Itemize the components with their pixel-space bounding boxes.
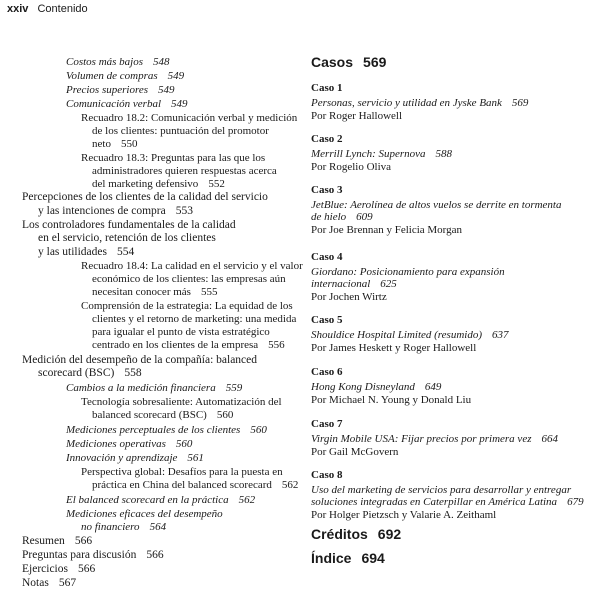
toc-entry-text: Comunicación verbal — [66, 98, 162, 110]
toc-entry — [81, 300, 293, 313]
case-label-text: Caso 6 — [311, 366, 343, 378]
toc-entry — [92, 326, 270, 339]
case-title — [311, 496, 584, 509]
toc-entry-text: clientes y el retorno de marketing: una medida — [92, 313, 297, 325]
toc-entry-text: Cambios a la medición financiera — [66, 382, 216, 394]
case-label-text: Caso 7 — [311, 418, 343, 430]
case-title-page: 664 — [541, 433, 558, 445]
creditos-heading — [311, 528, 401, 541]
case-authors — [311, 509, 496, 522]
toc-entry — [81, 152, 265, 165]
toc-entry-text: El balanced scorecard en la práctica — [66, 494, 229, 506]
toc-entry-page: 554 — [117, 246, 135, 258]
case-authors — [311, 342, 476, 355]
toc-entry — [38, 367, 142, 380]
toc-entry — [81, 466, 283, 479]
toc-entry-text: Comprensión de la estrategia: La equidad de los — [81, 300, 293, 312]
toc-entry — [38, 232, 216, 245]
creditos-heading-page: 692 — [377, 526, 402, 542]
toc-entry-page: 549 — [167, 70, 185, 82]
case-label-text: Caso 8 — [311, 469, 343, 481]
toc-entry-page: 556 — [268, 339, 285, 351]
toc-entry — [66, 494, 255, 507]
toc-entry — [92, 178, 225, 191]
running-header — [7, 3, 88, 15]
case-title-page: 569 — [511, 97, 529, 109]
case-label — [311, 184, 342, 197]
toc-entry-page: 564 — [149, 521, 167, 533]
toc-entry-text: y las utilidades — [38, 246, 107, 258]
case-title-page: 649 — [424, 381, 442, 393]
toc-entry-text: Innovación y aprendizaje — [66, 452, 178, 464]
case-title-text: Giordano: Posicionamiento para expansión — [311, 266, 505, 278]
toc-entry — [66, 452, 204, 465]
case-title — [311, 211, 373, 224]
case-title — [311, 433, 558, 446]
case-authors — [311, 224, 462, 237]
case-authors — [311, 394, 471, 407]
toc-entry-text: Mediciones eficaces del desempeño — [66, 508, 223, 520]
toc-entry-text: Preguntas para discusión — [22, 549, 137, 561]
toc-entry-text: centrado en los clientes de la empresa — [92, 339, 259, 351]
toc-entry-page: 552 — [208, 178, 225, 190]
toc-entry — [92, 313, 296, 326]
toc-entry-text: Tecnología sobresaliente: Automatización del — [81, 396, 282, 408]
case-label — [311, 314, 342, 327]
toc-entry-text: Volumen de compras — [66, 70, 158, 82]
toc-entry-page: 566 — [74, 535, 93, 547]
case-authors-text: Por Holger Pietzsch y Valarie A. Zeithaml — [311, 509, 497, 521]
casos-heading — [311, 56, 386, 69]
toc-entry — [22, 563, 95, 576]
toc-entry — [92, 479, 298, 492]
toc-entry — [66, 508, 223, 521]
toc-entry-text: Recuadro 18.4: La calidad en el servicio y el valor — [81, 260, 303, 272]
case-authors-text: Por James Heskett y Roger Hallowell — [311, 342, 477, 354]
toc-entry-text: administradores quieren respuestas acerca — [92, 165, 277, 177]
toc-entry — [38, 205, 193, 218]
toc-entry-page: 567 — [58, 577, 77, 589]
toc-entry-text: Notas — [22, 577, 49, 589]
toc-entry-page: 561 — [187, 452, 204, 464]
case-label-text: Caso 2 — [311, 133, 343, 145]
case-title — [311, 381, 441, 394]
toc-entry — [22, 354, 257, 367]
toc-entry-text: Perspectiva global: Desafíos para la puesta en — [81, 466, 283, 478]
toc-entry — [66, 98, 188, 111]
toc-entry — [22, 577, 76, 590]
toc-entry-page: 560 — [175, 438, 193, 450]
toc-entry — [22, 549, 164, 562]
case-authors-text: Por Jochen Wirtz — [311, 291, 387, 303]
toc-entry-page: 549 — [157, 84, 175, 96]
toc-entry-text: Ejercicios — [22, 563, 68, 575]
case-title-text: Uso del marketing de servicios para desarrollar y entregar — [311, 484, 572, 496]
page-number: xxiv — [7, 3, 29, 15]
indice-heading — [311, 552, 385, 565]
toc-entry-text: económico de los clientes: las empresas aún — [92, 273, 286, 285]
toc-entry-text: neto — [92, 138, 111, 150]
case-title-page: 679 — [567, 496, 584, 508]
toc-entry — [66, 84, 174, 97]
toc-entry-page: 555 — [200, 286, 218, 298]
toc-entry — [92, 286, 217, 299]
toc-entry-text: del marketing defensivo — [92, 178, 199, 190]
indice-heading-text: Índice — [311, 550, 352, 566]
toc-entry — [92, 339, 285, 352]
case-title — [311, 148, 452, 161]
case-title — [311, 329, 509, 342]
case-title-text: Virgin Mobile USA: Fijar precios por primera vez — [311, 433, 532, 445]
toc-entry-text: para igualar el punto de vista estratégico — [92, 326, 270, 338]
toc-entry-text: necesitan conocer más — [92, 286, 191, 298]
casos-heading-text: Casos — [311, 54, 354, 70]
toc-entry-text: Mediciones perceptuales de los clientes — [66, 424, 241, 436]
toc-entry-text: práctica en China del balanced scorecard — [92, 479, 272, 491]
case-label — [311, 251, 342, 264]
case-title-text: Personas, servicio y utilidad en Jyske Bank — [311, 97, 502, 109]
case-title-text: internacional — [311, 278, 371, 290]
toc-entry-page: 559 — [225, 382, 243, 394]
case-authors-text: Por Joe Brennan y Felicia Morgan — [311, 224, 463, 236]
toc-entry-text: Costos más bajos — [66, 56, 144, 68]
case-authors — [311, 291, 387, 304]
case-label — [311, 133, 342, 146]
toc-entry-text: no financiero — [81, 521, 140, 533]
toc-entry — [66, 382, 242, 395]
toc-entry-text: Medición del desempeño de la compañía: balanced — [22, 354, 258, 366]
case-title-page: 588 — [435, 148, 453, 160]
toc-entry-text: Recuadro 18.2: Comunicación verbal y medición — [81, 112, 298, 124]
case-authors-text: Por Roger Hallowell — [311, 110, 403, 122]
case-title-page: 625 — [380, 278, 397, 290]
case-authors-text: Por Michael N. Young y Donald Liu — [311, 394, 472, 406]
toc-entry — [92, 138, 137, 151]
toc-entry — [92, 125, 269, 138]
toc-entry-text: scorecard (BSC) — [38, 367, 115, 379]
toc-entry-page: 566 — [77, 563, 96, 575]
case-title-text: JetBlue: Aerolínea de altos vuelos se derrite en tormenta — [311, 199, 562, 211]
case-title-page: 637 — [492, 329, 509, 341]
toc-entry — [81, 396, 282, 409]
toc-entry-text: balanced scorecard (BSC) — [92, 409, 207, 421]
toc-entry — [66, 56, 170, 69]
case-label — [311, 366, 342, 379]
toc-entry — [81, 260, 303, 273]
case-label — [311, 469, 342, 482]
case-authors — [311, 446, 398, 459]
toc-entry — [66, 424, 267, 437]
indice-heading-page: 694 — [361, 550, 385, 566]
toc-entry-text: en el servicio, retención de los clientes — [38, 232, 216, 244]
case-title-text: de hielo — [311, 211, 347, 223]
case-label-text: Caso 5 — [311, 314, 343, 326]
toc-entry-page: 562 — [238, 494, 256, 506]
toc-entry — [81, 112, 297, 125]
case-title — [311, 97, 528, 110]
toc-entry — [81, 521, 166, 534]
toc-entry — [92, 165, 277, 178]
toc-entry-page: 549 — [171, 98, 188, 110]
toc-entry-page: 553 — [175, 205, 193, 217]
toc-entry — [22, 535, 92, 548]
toc-entry-text: y las intenciones de compra — [38, 205, 166, 217]
case-title-text: Shouldice Hospital Limited (resumido) — [311, 329, 482, 341]
toc-entry — [92, 409, 233, 422]
toc-entry-text: Resumen — [22, 535, 65, 547]
toc-entry-text: Los controladores fundamentales de la calidad — [22, 219, 236, 231]
case-title — [311, 278, 397, 291]
toc-entry-page: 560 — [216, 409, 234, 421]
toc-entry-page: 550 — [120, 138, 138, 150]
toc-entry-text: de los clientes: puntuación del promotor — [92, 125, 269, 137]
toc-entry-page: 566 — [146, 549, 164, 561]
case-label-text: Caso 3 — [311, 184, 343, 196]
creditos-heading-text: Créditos — [311, 526, 368, 542]
toc-entry-page: 560 — [250, 424, 267, 436]
toc-entry-page: 562 — [281, 479, 299, 491]
case-label — [311, 418, 342, 431]
case-label-text: Caso 4 — [311, 251, 343, 263]
toc-entry-page: 558 — [124, 367, 142, 379]
casos-heading-page: 569 — [363, 54, 387, 70]
case-title-text: Merrill Lynch: Supernova — [311, 148, 426, 160]
section-name: Contenido — [37, 3, 88, 15]
case-title-text: soluciones integradas en Caterpillar en América Latina — [311, 496, 558, 508]
case-authors — [311, 110, 402, 123]
toc-entry-text: Percepciones de los clientes de la calidad del servicio — [22, 191, 268, 203]
toc-entry — [66, 438, 192, 451]
toc-entry-text: Mediciones operativas — [66, 438, 166, 450]
toc-entry-page: 548 — [153, 56, 170, 68]
case-title-page: 609 — [356, 211, 373, 223]
toc-entry — [22, 219, 236, 232]
case-label — [311, 82, 342, 95]
case-authors-text: Por Gail McGovern — [311, 446, 399, 458]
toc-entry — [22, 191, 268, 204]
toc-entry-text: Recuadro 18.3: Preguntas para las que los — [81, 152, 266, 164]
toc-entry — [92, 273, 286, 286]
case-authors — [311, 161, 391, 174]
toc-entry-text: Precios superiores — [66, 84, 148, 96]
case-authors-text: Por Rogelio Oliva — [311, 161, 392, 173]
case-title-text: Hong Kong Disneyland — [311, 381, 415, 393]
case-label-text: Caso 1 — [311, 82, 343, 94]
toc-entry — [38, 246, 134, 259]
toc-entry — [66, 70, 184, 83]
